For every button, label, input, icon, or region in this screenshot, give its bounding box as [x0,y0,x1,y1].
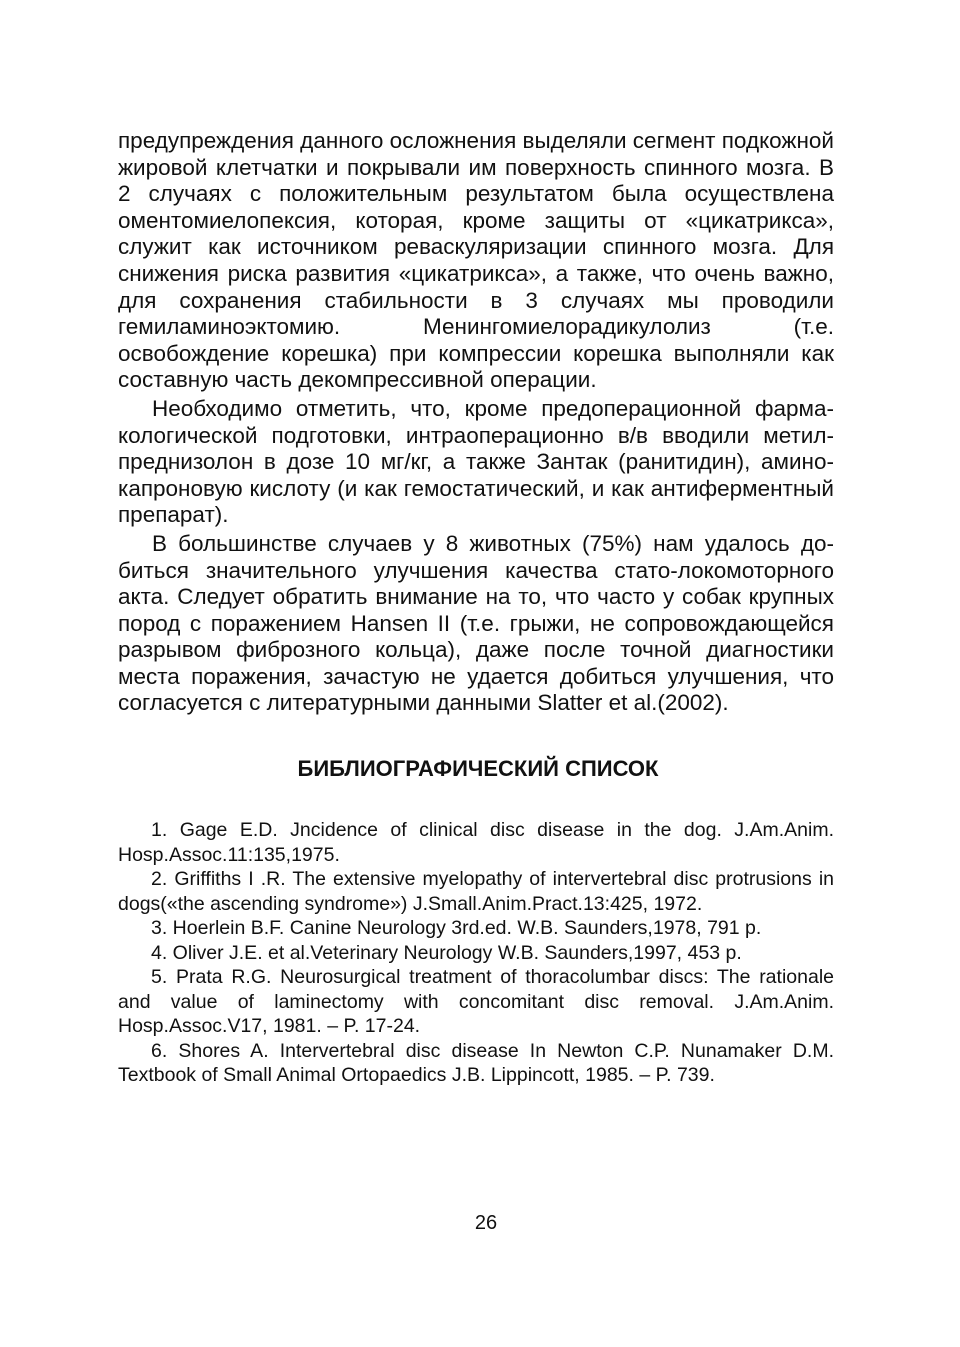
bibliography-item: 1. Gage E.D. Jncidence of clinical disc disease in the dog. J.Am.Anim. Hosp.Assoc.11:135,1975. [118,819,834,866]
body-paragraph: В большинстве случаев у 8 животных (75%) нам удалось добиться значительного улучшения качества стато-локомоторного акта. Следует обратить внимание на то, что часто у собак крупных пород с поражением Hansen II (т.е. грыжи, не сопровождающейся разрывом фиброзного кольца), даже после точной диагностики места поражения, зачастую не удается добиться улучшения, что согласуется с литературными данными Slatter et al.(2002). [118,530,834,716]
body-paragraph: Необходимо отметить, что, кроме предоперационной фармакологической подготовки, интраоперационно в/в вводили метилпреднизолон в дозе 10 мг/кг, а также Зантак (ранитидин), аминокапроновую кислоту (и как гемостатический, и как антиферментный препарат). [118,395,834,528]
bibliography-item: 6. Shores A. Intervertebral disc disease In Newton C.P. Nunamaker D.M. Textbook of Small Animal Ortopaedics J.B. Lippincott, 1985. – P. 739. [118,1039,834,1087]
page-number: 26 [474,1212,498,1234]
bibliography-heading: БИБЛИОГРАФИЧЕСКИЙ СПИСОК [297,756,659,782]
bibliography-item: 2. Griffiths I .R. The extensive myelopathy of intervertebral disc protrusions in dogs(«the ascending syndrome») J.Small.Anim.Pract.13:425, 1972. [118,868,834,915]
bibliography-item: 3. Hoerlein B.F. Canine Neurology 3rd.ed. W.B. Saunders,1978, 791 p. [151,917,762,940]
body-paragraph: предупреждения данного осложнения выделяли сегмент подкожной жировой клетчатки и покрывали им поверхность спинного мозга. В 2 случаях с положительным результатом была осуществлена оментомиелопексия, которая, кроме защиты от «цикатрикса», служит как источником реваскуляризации спинного мозга. Для снижения риска развития «цикатрикса», а также, что очень важно, для сохранения стабильности в 3 случаях мы проводили гемиламиноэктомию. Менингомиелорадикулолиз (т.е. освобождение корешка) при компрессии корешка выполняли как составную часть декомпрессивной операции. [118,128,834,393]
bibliography-item: 5. Prata R.G. Neurosurgical treatment of thoracolumbar discs: The rationale and value of laminectomy with concomitant disc removal. J.Am.Anim. Hosp.Assoc.V17, 1981. – P. 17-24. [118,966,834,1038]
bibliography-list [118,818,834,1088]
bibliography-item: 4. Oliver J.E. et al.Veterinary Neurology W.B. Saunders,1997, 453 p. [151,941,742,964]
